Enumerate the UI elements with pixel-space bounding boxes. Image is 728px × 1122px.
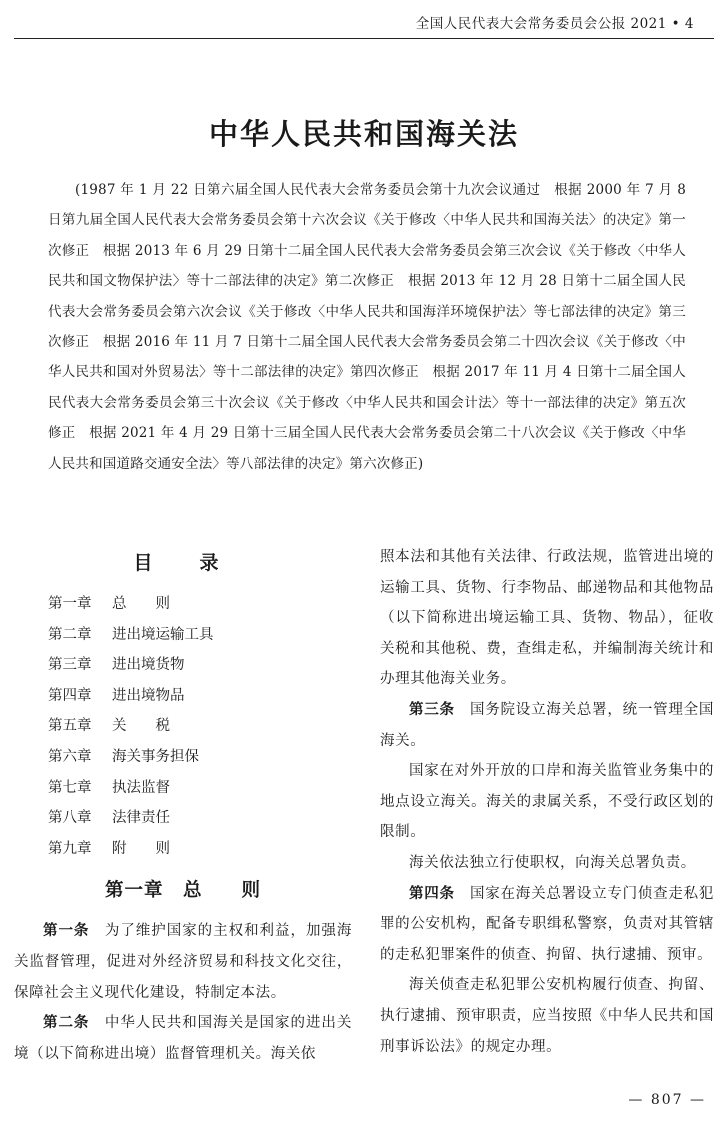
article-1 [14, 916, 352, 1008]
article-3 [380, 695, 714, 756]
toc-chapter-number: 第六章 [48, 748, 92, 765]
toc-chapter-name: 法律责任 [112, 810, 170, 827]
article-text: 中华人民共和国海关是国家的进出关境（以下简称进出境）监督管理机关。海关依 [14, 1015, 352, 1062]
article-label: 第一条 [43, 922, 90, 940]
toc-item-4[interactable] [14, 681, 352, 712]
article-4-paragraph-2 [380, 970, 714, 1062]
toc-chapter-number: 第三章 [48, 657, 92, 674]
toc-item-7[interactable] [14, 773, 352, 804]
toc-chapter-name: 关 税 [112, 718, 170, 735]
toc-chapter-number: 第九章 [48, 840, 92, 857]
article-text: 海关依法独立行使职权，向海关总署负责。 [409, 854, 696, 871]
toc-chapter-name: 执法监督 [112, 779, 170, 796]
article-label: 第三条 [409, 700, 455, 718]
article-text: 照本法和其他有关法律、行政法规，监管进出境的运输工具、货物、行李物品、邮递物品和其他物品（以下简称进出境运输工具、货物、物品），征收关税和其他税、费，查缉走私，并编制海关统计和办理其他海关业务。 [380, 549, 714, 688]
article-label: 第二条 [43, 1014, 90, 1032]
toc-item-8[interactable] [14, 803, 352, 834]
article-2 [14, 1008, 352, 1069]
toc-chapter-name: 进出境货物 [112, 657, 185, 674]
page-number: — 807 — [628, 1092, 706, 1108]
right-column [380, 542, 714, 1062]
article-text: 国务院设立海关总署，统一管理全国海关。 [380, 701, 714, 749]
toc-item-6[interactable] [14, 742, 352, 773]
legislative-history-note: (1987 年 1 月 22 日第六届全国人民代表大会常务委员会第十九次会议通过 根据 2000 年 7 月 8 日第九届全国人民代表大会常务委员会第十六次会议《关于修改〈中华人民共和国海关法〉的决定》第一次修正 根据 2013 年 6 月 29 日第十二届全国人民代表大会常务委员会第三次会议《关于修改〈中华人民共和国文物保护法〉等十二部法律的决定》第二次修正 根据 2013 年 12 月 28 日第十二届全国人民代表大会常务委员会第六次会议《关于修改〈中华人民共和国海洋环境保护法〉等七部法律的决定》第三次修正 根据 2016 年 11 月 7 日第十二届全国人民代表大会常务委员会第二十四次会议《关于修改〈中华人民共和国对外贸易法〉等十二部法律的决定》第四次修正 根据 2017 年 11 月 4 日第十二届全国人民代表大会常务委员会第三十次会议《关于修改〈中华人民共和国会计法〉等十一部法律的决定》第五次修正 根据 2021 年 4 月 29 日第十三届全国人民代表大会常务委员会第二十八次会议《关于修改〈中华人民共和国道路交通安全法〉等八部法律的决定》第六次修正) [48, 182, 686, 472]
toc-chapter-number: 第二章 [48, 626, 92, 643]
document-title: 中华人民共和国海关法 [208, 117, 519, 151]
header-rule [14, 38, 714, 39]
toc-chapter-name: 海关事务担保 [112, 748, 199, 765]
toc-item-9[interactable] [14, 834, 352, 865]
article-text: 国家在对外开放的口岸和海关监管业务集中的地点设立海关。海关的隶属关系，不受行政区划的限制。 [380, 763, 714, 841]
toc-chapter-number: 第四章 [48, 687, 92, 704]
article-text: 国家在海关总署设立专门侦查走私犯罪的公安机构，配备专职缉私警察，负责对其管辖的走私犯罪案件的侦查、拘留、执行逮捕、预审。 [380, 885, 714, 963]
chapter-1-heading: 第一章 总 则 [104, 880, 261, 902]
article-text: 为了维护国家的主权和利益，加强海关监督管理，促进对外经济贸易和科技文化交往，保障社会主义现代化建设，特制定本法。 [14, 923, 352, 1001]
table-of-contents [14, 589, 352, 864]
toc-item-1[interactable] [14, 589, 352, 620]
article-text: 海关侦查走私犯罪公安机构履行侦查、拘留、执行逮捕、预审职责，应当按照《中华人民共和国刑事诉讼法》的规定办理。 [380, 977, 714, 1055]
toc-chapter-number: 第一章 [48, 596, 92, 612]
toc-chapter-number: 第五章 [48, 718, 92, 735]
toc-chapter-name: 进出境运输工具 [112, 626, 214, 643]
article-3-paragraph-2 [380, 756, 714, 848]
article-2-continued [380, 542, 714, 695]
toc-chapter-name: 总 则 [112, 596, 170, 612]
left-column [14, 548, 352, 1069]
toc-chapter-name: 进出境物品 [112, 687, 185, 704]
toc-item-3[interactable] [14, 650, 352, 681]
toc-item-2[interactable] [14, 620, 352, 651]
toc-item-5[interactable] [14, 711, 352, 742]
toc-chapter-name: 附 则 [112, 840, 170, 857]
article-4 [380, 879, 714, 971]
toc-chapter-number: 第七章 [48, 779, 92, 796]
toc-heading: 目 录 [133, 552, 233, 574]
article-3-paragraph-3 [380, 848, 714, 879]
toc-chapter-number: 第八章 [48, 810, 92, 827]
journal-header: 全国人民代表大会常务委员会公报 2021 • 4 [415, 16, 694, 32]
article-label: 第四条 [409, 884, 455, 902]
